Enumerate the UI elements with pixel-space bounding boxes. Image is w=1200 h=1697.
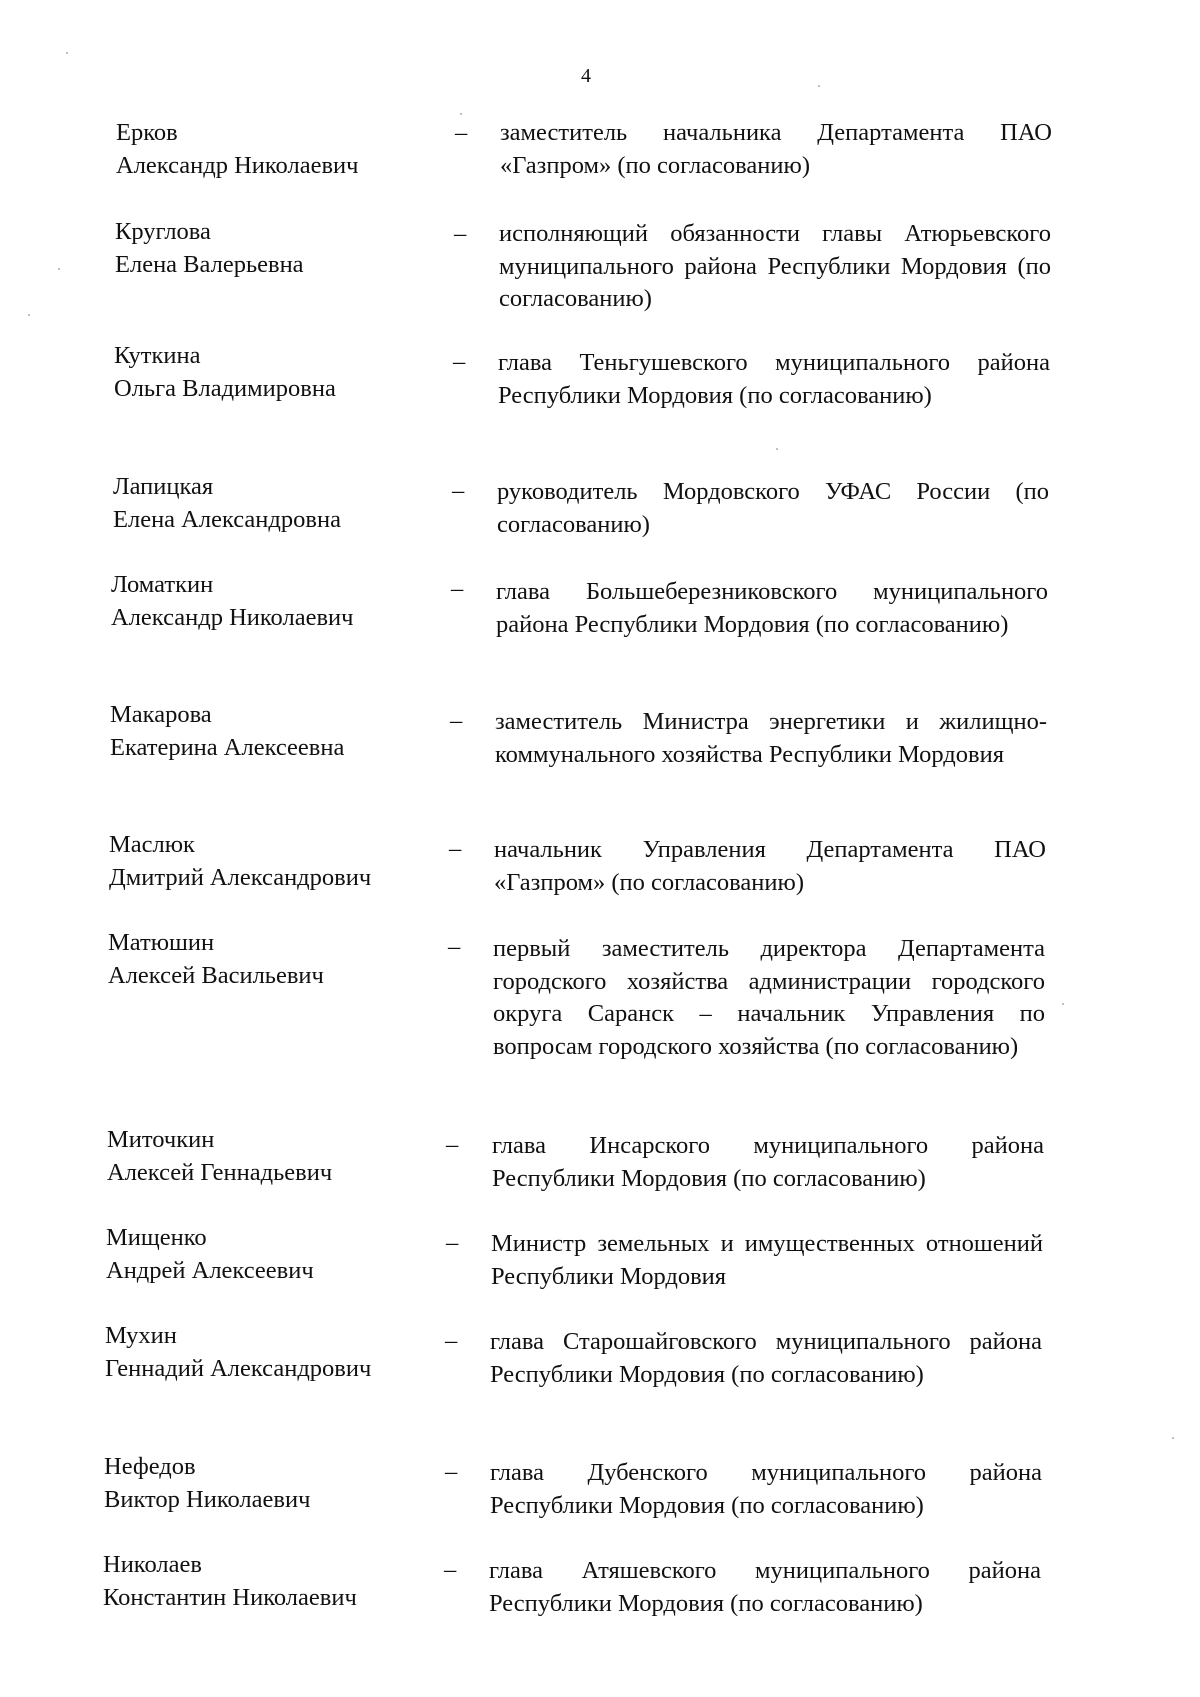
scan-speck <box>1062 1003 1064 1005</box>
person-name <box>104 1450 434 1516</box>
person-position: Министр земельных и имущественных отношений Республики Мордовия <box>491 1230 1043 1290</box>
person-surname: Николаев <box>103 1551 202 1578</box>
scan-speck <box>1172 1437 1174 1439</box>
person-given-names: Александр Николаевич <box>111 604 354 631</box>
person-name <box>116 116 446 182</box>
person-position: глава Атяшевского муниципального района Республики Мордовия (по согласованию) <box>489 1557 1041 1617</box>
person-surname: Нефедов <box>104 1453 196 1480</box>
person-name <box>113 470 443 536</box>
person-given-names: Ольга Владимировна <box>114 375 336 402</box>
separator-dash: – <box>445 1327 458 1354</box>
person-given-names: Алексей Васильевич <box>108 962 324 989</box>
person-name <box>115 215 445 281</box>
scan-speck <box>818 85 820 87</box>
person-position: глава Большеберезниковского муниципального района Республики Мордовия (по согласованию) <box>496 578 1048 638</box>
person-position: исполняющий обязанности главы Атюрьевского муниципального района Республики Мордовия (по согласованию) <box>499 220 1051 312</box>
person-given-names: Алексей Геннадьевич <box>107 1159 333 1186</box>
person-given-names: Константин Николаевич <box>103 1584 357 1611</box>
person-name <box>103 1548 433 1614</box>
person-name <box>109 828 439 894</box>
person-given-names: Александр Николаевич <box>116 152 359 179</box>
person-position: глава Теньгушевского муниципального района Республики Мордовия (по согласованию) <box>498 349 1050 409</box>
separator-dash: – <box>448 933 461 960</box>
person-surname: Куткина <box>114 342 201 369</box>
scan-speck <box>58 268 60 270</box>
separator-dash: – <box>444 1556 457 1583</box>
person-surname: Макарова <box>110 701 212 728</box>
person-name <box>108 926 438 992</box>
person-given-names: Андрей Алексеевич <box>106 1257 314 1284</box>
separator-dash: – <box>449 835 462 862</box>
person-surname: Лапицкая <box>113 473 214 500</box>
separator-dash: – <box>446 1131 459 1158</box>
person-surname: Миточкин <box>107 1126 215 1153</box>
person-name <box>114 339 444 405</box>
person-position: заместитель начальника Департамента ПАО «Газпром» (по согласованию) <box>500 119 1052 179</box>
person-surname: Ломаткин <box>111 571 214 598</box>
person-position: глава Старошайговского муниципального района Республики Мордовия (по согласованию) <box>490 1328 1042 1388</box>
person-given-names: Геннадий Александрович <box>105 1355 372 1382</box>
scan-speck <box>776 448 778 450</box>
person-given-names: Дмитрий Александрович <box>109 864 372 891</box>
person-position: руководитель Мордовского УФАС России (по согласованию) <box>497 478 1049 538</box>
person-surname: Ерков <box>116 119 178 146</box>
separator-dash: – <box>450 707 463 734</box>
person-given-names: Елена Валерьевна <box>115 251 304 278</box>
person-surname: Мищенко <box>106 1224 207 1251</box>
person-name <box>111 568 441 634</box>
scan-speck <box>460 113 462 115</box>
separator-dash: – <box>453 348 466 375</box>
separator-dash: – <box>446 1229 459 1256</box>
person-name <box>107 1123 437 1189</box>
person-given-names: Виктор Николаевич <box>104 1486 311 1513</box>
person-name <box>110 698 440 764</box>
person-position: начальник Управления Департамента ПАО «Газпром» (по согласованию) <box>494 836 1046 896</box>
person-name <box>105 1319 435 1385</box>
person-surname: Круглова <box>115 218 211 245</box>
person-given-names: Екатерина Алексеевна <box>110 734 345 761</box>
person-surname: Маслюк <box>109 831 195 858</box>
scan-speck <box>66 52 68 54</box>
separator-dash: – <box>451 575 464 602</box>
person-position: глава Дубенского муниципального района Республики Мордовия (по согласованию) <box>490 1459 1042 1519</box>
person-surname: Мухин <box>105 1322 177 1349</box>
scan-speck <box>28 314 30 316</box>
person-surname: Матюшин <box>108 929 215 956</box>
page-number: 4 <box>581 65 591 87</box>
separator-dash: – <box>452 477 465 504</box>
person-position: глава Инсарского муниципального района Республики Мордовия (по согласованию) <box>492 1132 1044 1192</box>
person-name <box>106 1221 436 1287</box>
separator-dash: – <box>455 119 468 146</box>
separator-dash: – <box>454 220 467 247</box>
person-position: заместитель Министра энергетики и жилищно-коммунального хозяйства Республики Мордовия <box>495 708 1047 768</box>
person-given-names: Елена Александровна <box>113 506 341 533</box>
person-position: первый заместитель директора Департамента городского хозяйства администрации городского округа Саранск – начальник Управления по вопросам городского хозяйства (по согласованию) <box>493 935 1045 1060</box>
separator-dash: – <box>445 1458 458 1485</box>
